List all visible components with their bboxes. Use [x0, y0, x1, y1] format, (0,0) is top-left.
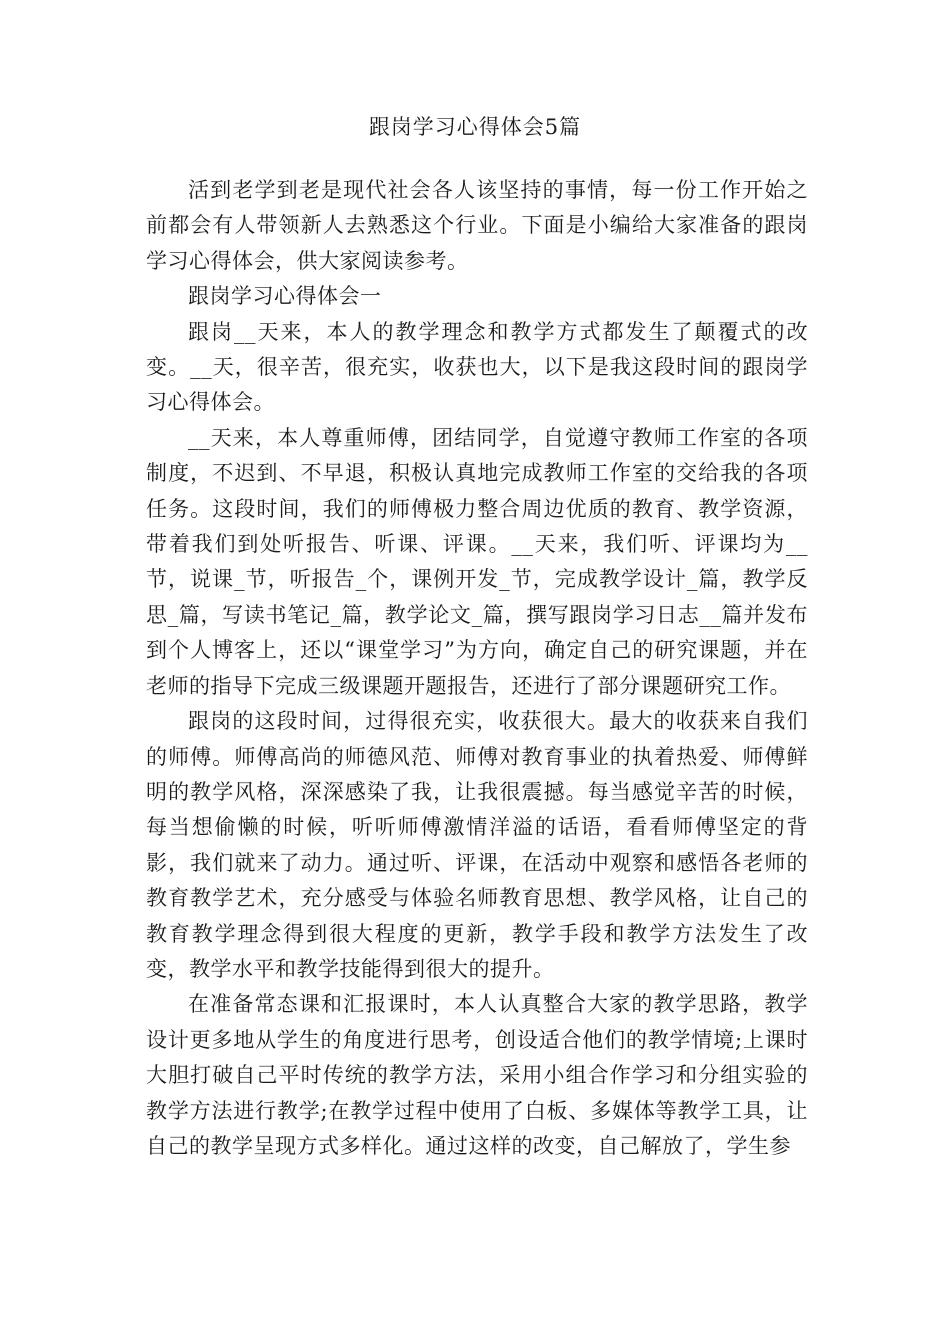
- body-paragraph: 跟岗__天来，本人的教学理念和教学方式都发生了颠覆式的改变。__天，很辛苦，很充实，收获也大，以下是我这段时间的跟岗学习心得体会。: [146, 319, 808, 415]
- document-title: 跟岗学习心得体会5篇: [368, 115, 582, 139]
- intro-paragraph: 活到老学到老是现代社会各人该坚持的事情，每一份工作开始之前都会有人带领新人去熟悉这个行业。下面是小编给大家准备的跟岗学习心得体会，供大家阅读参考。: [146, 178, 808, 273]
- document-body: [146, 173, 808, 1164]
- body-paragraph: 在准备常态课和汇报课时，本人认真整合大家的教学思路，教学设计更多地从学生的角度进行思考，创设适合他们的教学情境;上课时大胆打破自己平时传统的教学方法，采用小组合作学习和分组实验的教学方法进行教学;在教学过程中使用了白板、多媒体等教学工具，让自己的教学呈现方式多样化。通过这样的改变，自己解放了，学生参: [146, 992, 808, 1158]
- section-heading: 跟岗学习心得体会一: [188, 284, 382, 309]
- body-paragraph: 跟岗的这段时间，过得很充实，收获很大。最大的收获来自我们的师傅。师傅高尚的师德风范、师傅对教育事业的执着热爱、师傅鲜明的教学风格，深深感染了我，让我很震撼。每当感觉辛苦的时候，每当想偷懒的时候，听听师傅激情洋溢的话语，看看师傅坚定的背影，我们就来了动力。通过听、评课，在活动中观察和感悟各老师的教育教学艺术，充分感受与体验名师教育思想、教学风格，让自己的教育教学理念得到很大程度的更新，教学手段和教学方法发生了改变，教学水平和教学技能得到很大的提升。: [146, 709, 808, 981]
- body-paragraph: __天来，本人尊重师傅，团结同学，自觉遵守教师工作室的各项制度，不迟到、不早退，积极认真地完成教师工作室的交给我的各项任务。这段时间，我们的师傅极力整合周边优质的教育、教学资源，带着我们到处听报告、听课、评课。__天来，我们听、评课均为__节，说课_节，听报告_个，课例开发_节，完成教学设计_篇，教学反思_篇，写读书笔记_篇，教学论文_篇，撰写跟岗学习日志__篇并发布到个人博客上，还以“课堂学习”为方向，确定自己的研究课题，并在老师的指导下完成三级课题开题报告，还进行了部分课题研究工作。: [146, 425, 808, 698]
